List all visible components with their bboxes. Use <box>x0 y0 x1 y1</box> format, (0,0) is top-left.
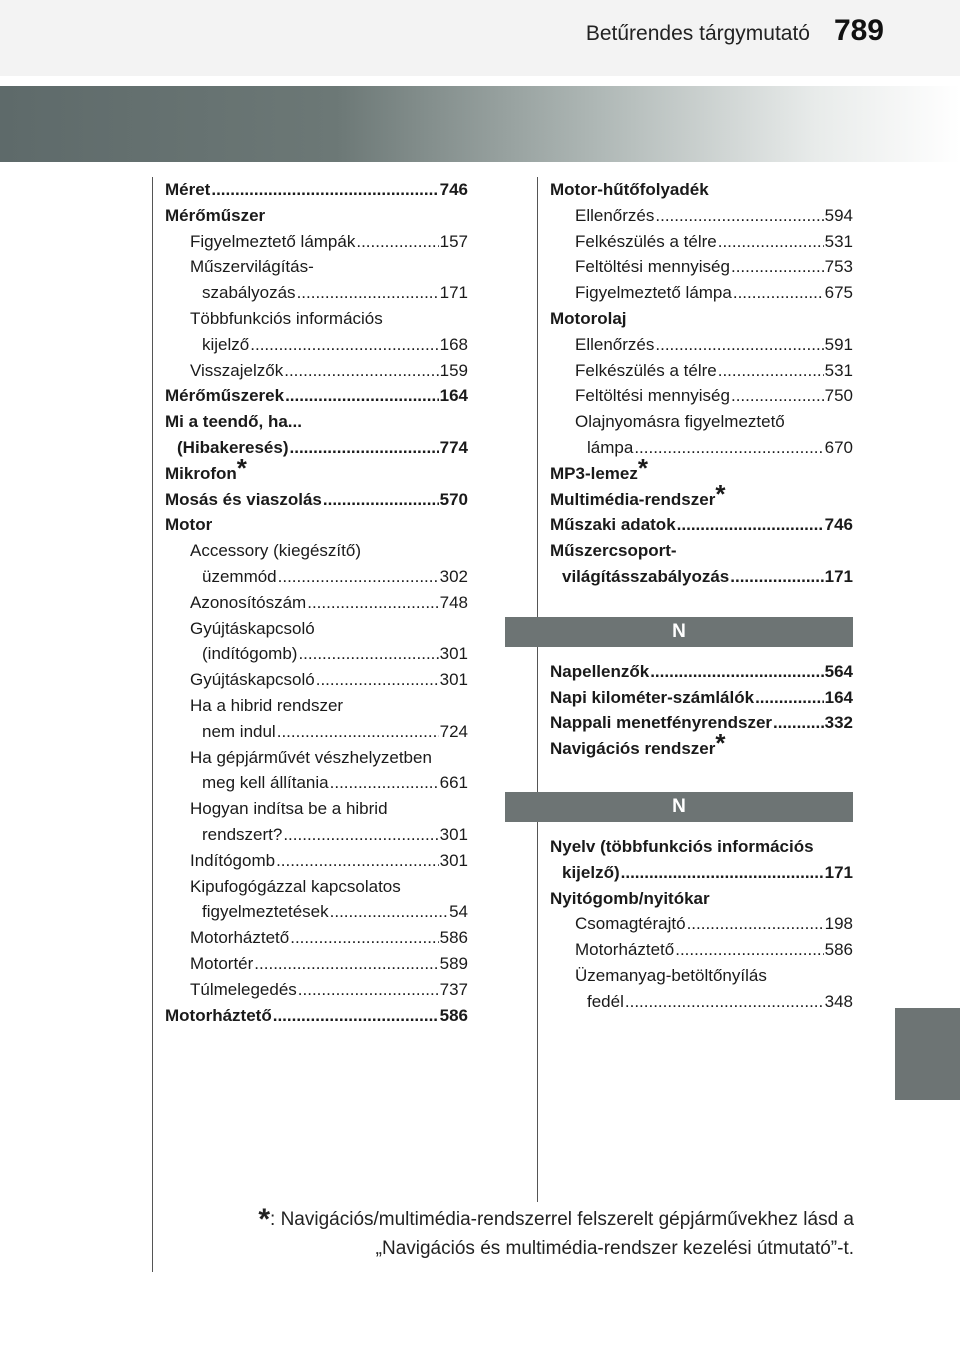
index-entry-term: Motortér <box>190 953 254 973</box>
index-entry-page: 753 <box>824 257 853 277</box>
dot-leader <box>316 667 439 693</box>
page-header-title: Betűrendes tárgymutató <box>585 22 810 45</box>
dot-leader <box>290 925 438 951</box>
dot-leader <box>278 564 439 590</box>
index-entry-page: 586 <box>439 1005 468 1025</box>
index-entry <box>550 728 853 762</box>
index-entry <box>165 280 468 306</box>
index-entry-page: 531 <box>824 360 853 380</box>
dot-leader <box>731 254 824 280</box>
index-entry-page: 164 <box>824 687 853 707</box>
index-entry-term: Motorháztető <box>165 1005 272 1025</box>
index-entry <box>165 358 468 384</box>
index-entry-term: nem indul <box>202 721 276 741</box>
index-entry <box>165 822 468 848</box>
index-entry-page: 171 <box>439 283 468 303</box>
index-entry-term: Mérőműszerek <box>165 386 285 406</box>
index-entry <box>165 616 468 642</box>
index-entry <box>165 203 468 229</box>
index-entry <box>165 383 468 409</box>
footnote-marker: * <box>715 478 726 509</box>
index-entry-term: Ha gépjárművét vészhelyzetben <box>190 747 432 767</box>
right-index-group-m <box>550 177 853 590</box>
index-entry-term: Gyújtáskapcsoló <box>190 670 315 690</box>
index-entry-term: Hogyan indítsa be a hibrid <box>190 799 388 819</box>
index-entry-page: 301 <box>439 824 468 844</box>
index-entry <box>550 860 853 886</box>
section-header-ny: N <box>505 792 853 822</box>
index-entry-page: 586 <box>824 940 853 960</box>
index-entry-page: 589 <box>439 953 468 973</box>
dot-leader <box>650 659 823 685</box>
index-entry-term: Olajnyomásra figyelmeztető <box>575 412 785 432</box>
dot-leader <box>621 860 824 886</box>
index-entry-term: Ellenőrzés <box>575 334 655 354</box>
index-entry <box>165 951 468 977</box>
index-entry <box>165 641 468 667</box>
index-entry <box>550 383 853 409</box>
index-entry-term: Mérőműszer <box>165 205 266 225</box>
index-entry-term: Műszercsoport- <box>550 541 677 561</box>
dot-leader <box>677 512 824 538</box>
dot-leader <box>718 358 824 384</box>
index-entry <box>550 229 853 255</box>
index-entry-term: Feltöltési mennyiség <box>575 257 730 277</box>
index-entry-page: 301 <box>439 850 468 870</box>
footnote-line-1 <box>258 1203 854 1237</box>
index-entry <box>550 937 853 963</box>
index-entry <box>550 452 853 487</box>
index-entry-page: 168 <box>439 334 468 354</box>
index-entry-page: 724 <box>439 721 468 741</box>
index-entry-term: Motor-hűtőfolyadék <box>550 180 709 199</box>
index-entry-page: 591 <box>824 334 853 354</box>
index-entry <box>165 899 468 925</box>
index-entry-term: Napi kilométer-számlálók <box>550 687 755 707</box>
index-entry-term: Motor <box>165 515 213 535</box>
chapter-tab <box>895 1008 960 1100</box>
index-entry <box>550 685 853 711</box>
index-entry-term: Gyújtáskapcsoló <box>190 618 315 638</box>
index-entry-page: 748 <box>439 592 468 612</box>
index-entry <box>165 229 468 255</box>
index-entry-page: 661 <box>439 773 468 793</box>
index-entry <box>550 564 853 590</box>
column-divider <box>537 177 538 1202</box>
index-entry-term: meg kell állítania <box>202 773 329 793</box>
index-entry-term: Motorháztető <box>190 928 290 948</box>
index-entry <box>550 177 853 203</box>
index-entry <box>165 977 468 1003</box>
right-index-group-ny <box>550 834 853 1015</box>
dot-leader <box>298 977 439 1003</box>
index-entry <box>165 512 468 538</box>
footnote-line-2: „Navigációs és multimédia-rendszer kezelési útmutató”-t. <box>375 1238 854 1259</box>
index-entry-term: fedél <box>587 991 624 1011</box>
index-entry-term: Mi a teendő, ha... <box>165 412 302 432</box>
index-entry-term: Figyelmeztető lámpák <box>190 231 356 251</box>
dot-leader <box>330 899 448 925</box>
index-entry <box>165 435 468 461</box>
dot-leader <box>730 564 823 590</box>
dot-leader <box>297 280 439 306</box>
index-entry-term: szabályozás <box>202 283 296 303</box>
index-entry-term: figyelmeztetések <box>202 902 329 922</box>
index-entry-term: Műszaki adatok <box>550 515 676 535</box>
index-entry-page: 570 <box>439 489 468 509</box>
footnote-marker: * <box>637 452 648 483</box>
dot-leader <box>323 487 439 513</box>
dot-leader <box>655 332 823 358</box>
dot-leader <box>277 719 439 745</box>
index-entry <box>165 693 468 719</box>
dot-leader <box>298 641 438 667</box>
index-entry-page: 159 <box>439 360 468 380</box>
index-entry-term: Mosás és viaszolás <box>165 489 322 509</box>
index-entry-page: 157 <box>439 231 468 251</box>
footnote-marker: * <box>715 728 726 759</box>
index-entry-term: Kipufogógázzal kapcsolatos <box>190 876 401 896</box>
index-entry <box>165 254 468 280</box>
index-entry <box>165 925 468 951</box>
index-entry-page: 198 <box>824 914 853 934</box>
index-entry-page: 301 <box>439 644 468 664</box>
index-entry <box>550 332 853 358</box>
index-entry <box>165 667 468 693</box>
index-entry-term: Navigációs rendszer <box>550 739 716 759</box>
footnote-marker: * <box>236 452 247 483</box>
dot-leader <box>773 710 824 736</box>
index-entry-term: kijelző) <box>562 862 620 882</box>
index-entry <box>165 538 468 564</box>
index-entry <box>550 478 853 513</box>
index-entry-page: 171 <box>824 566 853 586</box>
index-entry-page: 531 <box>824 231 853 251</box>
index-entry-term: (indítógomb) <box>202 644 298 664</box>
index-entry-term: Visszajelzők <box>190 360 284 380</box>
left-margin-line <box>152 177 153 1272</box>
index-entry <box>165 177 468 203</box>
header-band <box>0 0 960 76</box>
right-index-column <box>550 177 853 1015</box>
index-entry <box>165 306 468 332</box>
index-entry <box>550 710 853 736</box>
index-entry <box>550 280 853 306</box>
index-entry-page: 670 <box>824 437 853 457</box>
index-entry-page: 746 <box>439 180 468 199</box>
index-entry-term: Azonosítószám <box>190 592 307 612</box>
footnote-text-1: : Navigációs/multimédia-rendszerrel felszerelt gépjárművekhez lásd a <box>270 1209 854 1230</box>
dot-leader <box>283 822 438 848</box>
index-entry <box>550 911 853 937</box>
dot-leader <box>276 848 439 874</box>
index-entry-term: világításszabályozás <box>562 566 730 586</box>
dot-leader <box>330 770 439 796</box>
dot-leader <box>687 911 824 937</box>
index-entry-term: Műszervilágítás- <box>190 257 314 277</box>
index-entry-term: Felkészülés a télre <box>575 360 717 380</box>
dot-leader <box>655 203 823 229</box>
index-entry <box>165 770 468 796</box>
dot-leader <box>731 383 824 409</box>
index-entry-term: Napellenzők <box>550 661 650 681</box>
page-number: 789 <box>833 14 884 47</box>
index-entry-term: Ellenőrzés <box>575 205 655 225</box>
index-entry <box>550 254 853 280</box>
index-entry-page: 332 <box>824 713 853 733</box>
index-entry-term: Accessory (kiegészítő) <box>190 541 361 561</box>
index-entry <box>550 203 853 229</box>
index-entry-term: MP3-lemez <box>550 463 638 483</box>
index-entry-page: 586 <box>439 928 468 948</box>
index-entry-page: 564 <box>824 661 853 681</box>
index-entry <box>165 1003 468 1029</box>
index-entry-term: Csomagtérajtó <box>575 914 686 934</box>
index-entry-term: Felkészülés a télre <box>575 231 717 251</box>
index-entry-term: üzemmód <box>202 566 277 586</box>
dot-leader <box>718 229 824 255</box>
index-entry <box>550 409 853 435</box>
dot-leader <box>755 685 824 711</box>
index-entry-term: Nappali menetfényrendszer <box>550 713 773 733</box>
index-entry-page: 302 <box>439 566 468 586</box>
index-entry-term: (Hibakeresés) <box>177 437 289 457</box>
dot-leader <box>634 435 823 461</box>
index-entry-term: kijelző <box>202 334 250 354</box>
index-entry-term: Méret <box>165 180 211 199</box>
index-entry-page: 774 <box>439 437 468 457</box>
index-entry <box>165 409 468 435</box>
index-entry-term: Nyelv (többfunkciós információs <box>550 836 814 856</box>
index-entry-term: rendszert? <box>202 824 283 844</box>
dot-leader <box>290 435 439 461</box>
index-entry <box>165 452 468 487</box>
dot-leader <box>254 951 438 977</box>
section-header-n: N <box>505 617 853 647</box>
right-index-group-n <box>550 659 853 762</box>
index-entry <box>165 487 468 513</box>
index-entry-term: Mikrofon <box>165 463 237 483</box>
index-entry <box>165 332 468 358</box>
index-entry <box>165 564 468 590</box>
index-entry <box>165 874 468 900</box>
index-entry <box>550 512 853 538</box>
dot-leader <box>675 937 823 963</box>
index-entry-page: 171 <box>824 862 853 882</box>
index-entry-term: Motorháztető <box>575 940 675 960</box>
dot-leader <box>211 177 438 203</box>
left-index-column <box>165 177 468 1028</box>
index-entry-term: Motorolaj <box>550 308 627 328</box>
index-entry-page: 750 <box>824 386 853 406</box>
index-entry-term: Üzemanyag-betöltőnyílás <box>575 965 767 985</box>
index-entry <box>550 659 853 685</box>
dot-leader <box>625 989 824 1015</box>
index-entry-term: Túlmelegedés <box>190 979 297 999</box>
index-entry-term: Többfunkciós információs <box>190 308 383 328</box>
index-entry <box>550 435 853 461</box>
index-entry-term: Figyelmeztető lámpa <box>575 283 732 303</box>
index-entry-page: 348 <box>824 991 853 1011</box>
index-entry <box>165 719 468 745</box>
index-entry <box>550 306 853 332</box>
index-entry-term: Feltöltési mennyiség <box>575 386 730 406</box>
dot-leader <box>284 358 438 384</box>
dot-leader <box>273 1003 439 1029</box>
index-entry-page: 594 <box>824 205 853 225</box>
index-entry <box>550 989 853 1015</box>
dot-leader <box>307 590 438 616</box>
dot-leader <box>733 280 824 306</box>
index-entry <box>165 848 468 874</box>
dot-leader <box>285 383 439 409</box>
dot-leader <box>356 229 438 255</box>
index-entry-page: 737 <box>439 979 468 999</box>
index-entry <box>165 590 468 616</box>
index-entry <box>550 834 853 860</box>
index-entry-page: 54 <box>449 902 468 922</box>
index-entry-term: lámpa <box>587 437 634 457</box>
index-entry <box>165 745 468 771</box>
dot-leader <box>250 332 438 358</box>
index-entry <box>550 358 853 384</box>
index-entry-term: Indítógomb <box>190 850 276 870</box>
index-entry-page: 164 <box>439 386 468 406</box>
index-entry <box>550 886 853 912</box>
index-entry-page: 675 <box>824 283 853 303</box>
footnote-asterisk: * <box>258 1203 271 1236</box>
index-entry-page: 746 <box>824 515 853 535</box>
index-entry <box>550 963 853 989</box>
index-entry <box>165 796 468 822</box>
index-entry-page: 301 <box>439 670 468 690</box>
header-gradient-bar <box>0 86 960 162</box>
index-entry-term: Multimédia-rendszer <box>550 489 716 509</box>
index-entry-term: Nyitógomb/nyitókar <box>550 888 710 908</box>
index-entry-term: Ha a hibrid rendszer <box>190 695 344 715</box>
index-entry <box>550 538 853 564</box>
